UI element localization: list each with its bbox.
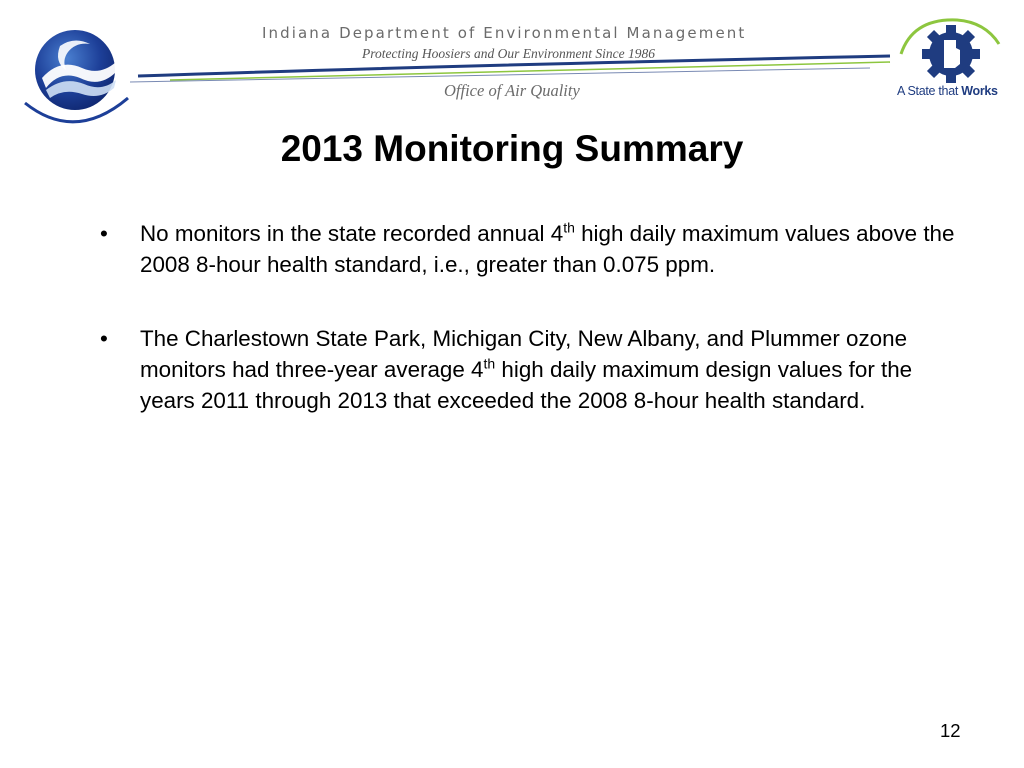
indiana-gear-state-logo-icon (893, 14, 1003, 86)
bullet-superscript: th (563, 219, 575, 236)
bullet-dot: • (100, 221, 108, 246)
bullet-text: The Charlestown State Park, Michigan City, New Albany, and Plummer ozone monitors had three-year average 4 (140, 326, 908, 382)
bullet-item (100, 218, 970, 280)
agency-name: Indiana Department of Environmental Management (262, 24, 747, 42)
state-slogan-part2: Works (961, 84, 998, 98)
state-slogan-part1: A State that (897, 84, 962, 98)
bullet-superscript: th (483, 355, 496, 372)
idem-water-wave-logo-icon (20, 18, 130, 128)
bullet-text-continued: high daily maximum design values for the years 2011 through 2013 that exceeded the 2008 8-hour health standard. (140, 357, 913, 413)
bullet-text: No monitors in the state recorded annual 4 (140, 221, 564, 246)
agency-tagline: Protecting Hoosiers and Our Environment Since 1986 (362, 46, 655, 61)
page-number: 12 (940, 720, 961, 741)
slide-title: 2013 Monitoring Summary (280, 128, 744, 169)
state-slogan (897, 84, 998, 98)
bullet-item (100, 323, 970, 416)
bullet-list (100, 218, 970, 459)
office-name: Office of Air Quality (444, 81, 580, 100)
bullet-dot: • (100, 326, 108, 351)
bullet-text-continued: high daily maximum values above the 2008 8-hour health standard, i.e., greater than 0.075 ppm. (140, 221, 955, 277)
